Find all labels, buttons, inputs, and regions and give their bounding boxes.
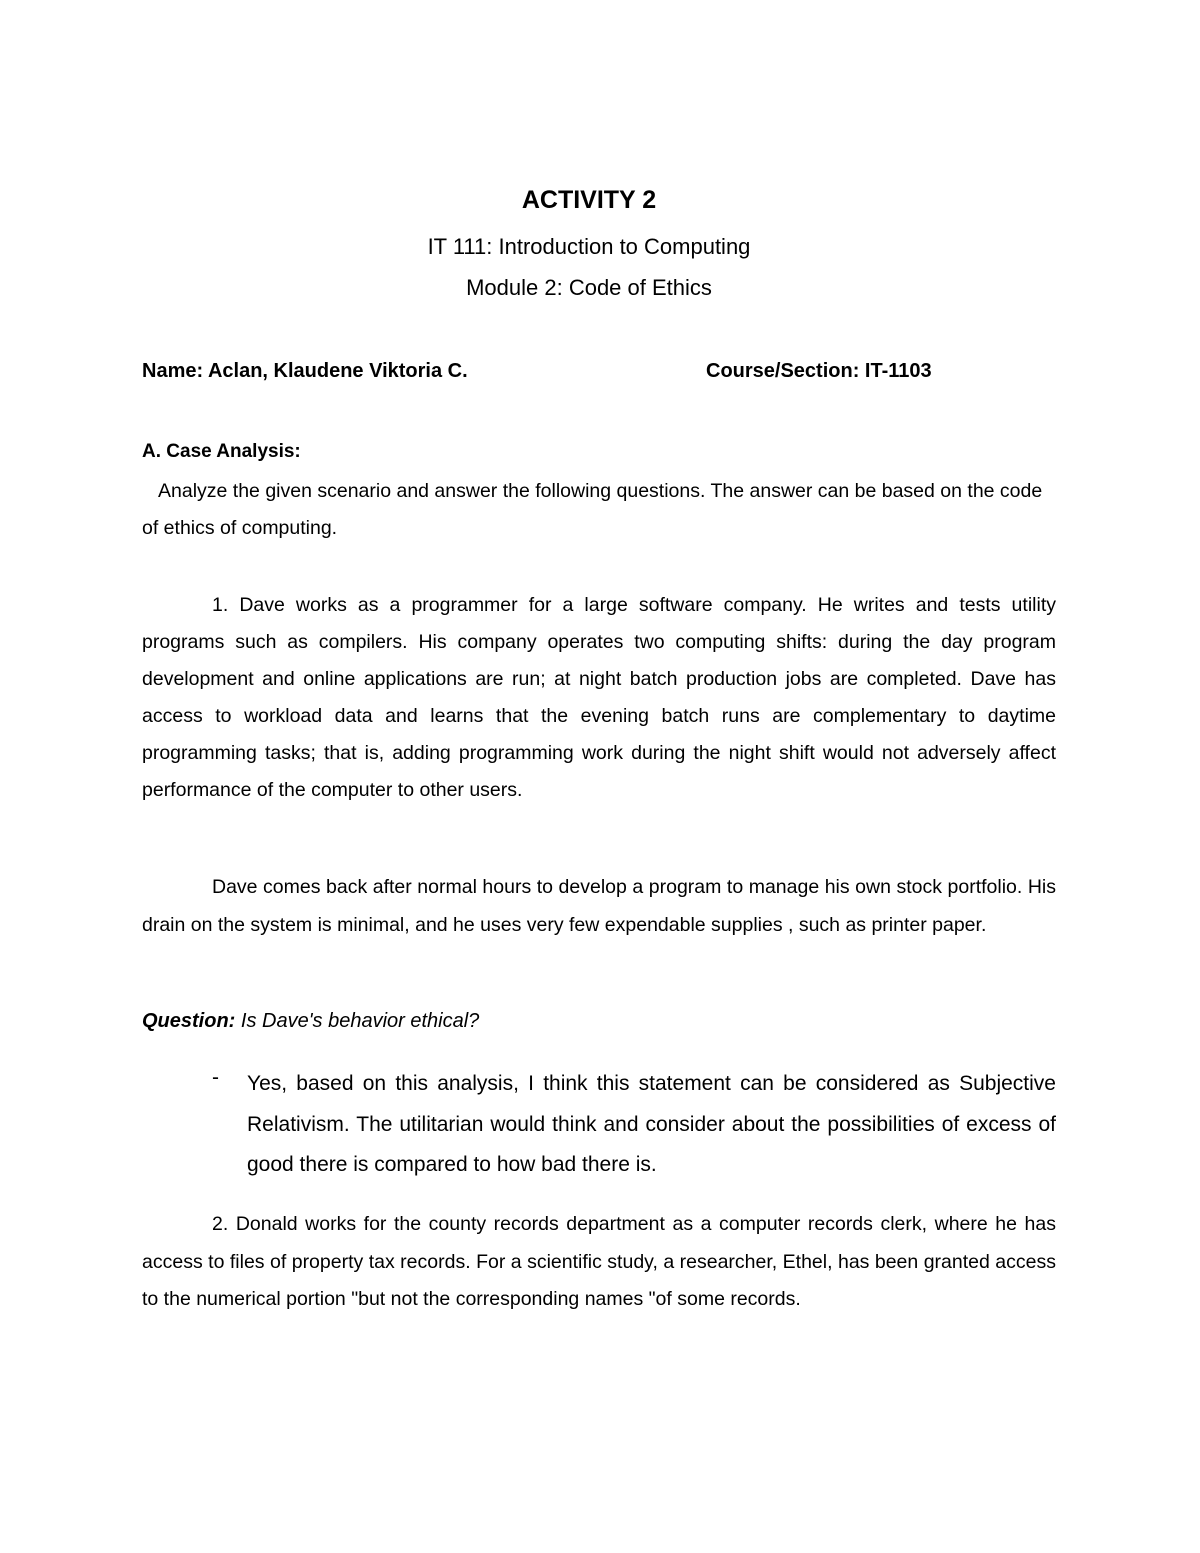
module-subtitle: Module 2: Code of Ethics [466,275,712,300]
section-heading: A. Case Analysis: [142,441,301,462]
question-line [142,1010,479,1033]
case2-paragraph-1: 2. Donald works for the county records department as a computer records clerk, where he has access to files of property tax records. For a scientific study, a researcher, Ethel, has been granted access to the numerical portion "but not the corresponding names "of some records. [142,1213,1056,1310]
answer-bullet: - [212,1066,219,1089]
instructions-paragraph: Analyze the given scenario and answer the following questions. The answer can be based on the code of ethics of computing. [142,480,1043,539]
case1-paragraph-2: Dave comes back after normal hours to develop a program to manage his own stock portfolio. His drain on the system is minimal, and he uses very few expendable supplies , such as printer paper. [142,876,1056,936]
course-subtitle: IT 111: Introduction to Computing [427,234,751,259]
course-section: Course/Section: IT-1103 [706,360,932,382]
question-label: Question: [142,1010,236,1032]
activity-title: ACTIVITY 2 [521,186,657,214]
student-name: Name: Aclan, Klaudene Viktoria C. [142,360,468,382]
answer-paragraph: Yes, based on this analysis, I think this statement can be considered as Subjective Relativism. The utilitarian would think and consider about the possibilities of excess of good there is compared to how bad there is. [247,1072,1056,1176]
case1-paragraph-1: 1. Dave works as a programmer for a large software company. He writes and tests utility programs such as compilers. His company operates two computing shifts: during the day program development and online applications are run; at night batch production jobs are completed. Dave has access to workload data and learns that the evening batch runs are complementary to daytime programming tasks; that is, adding programming work during the night shift would not adversely affect performance of the computer to other users. [142,594,1056,801]
question-text: Is Dave's behavior ethical? [235,1010,480,1032]
